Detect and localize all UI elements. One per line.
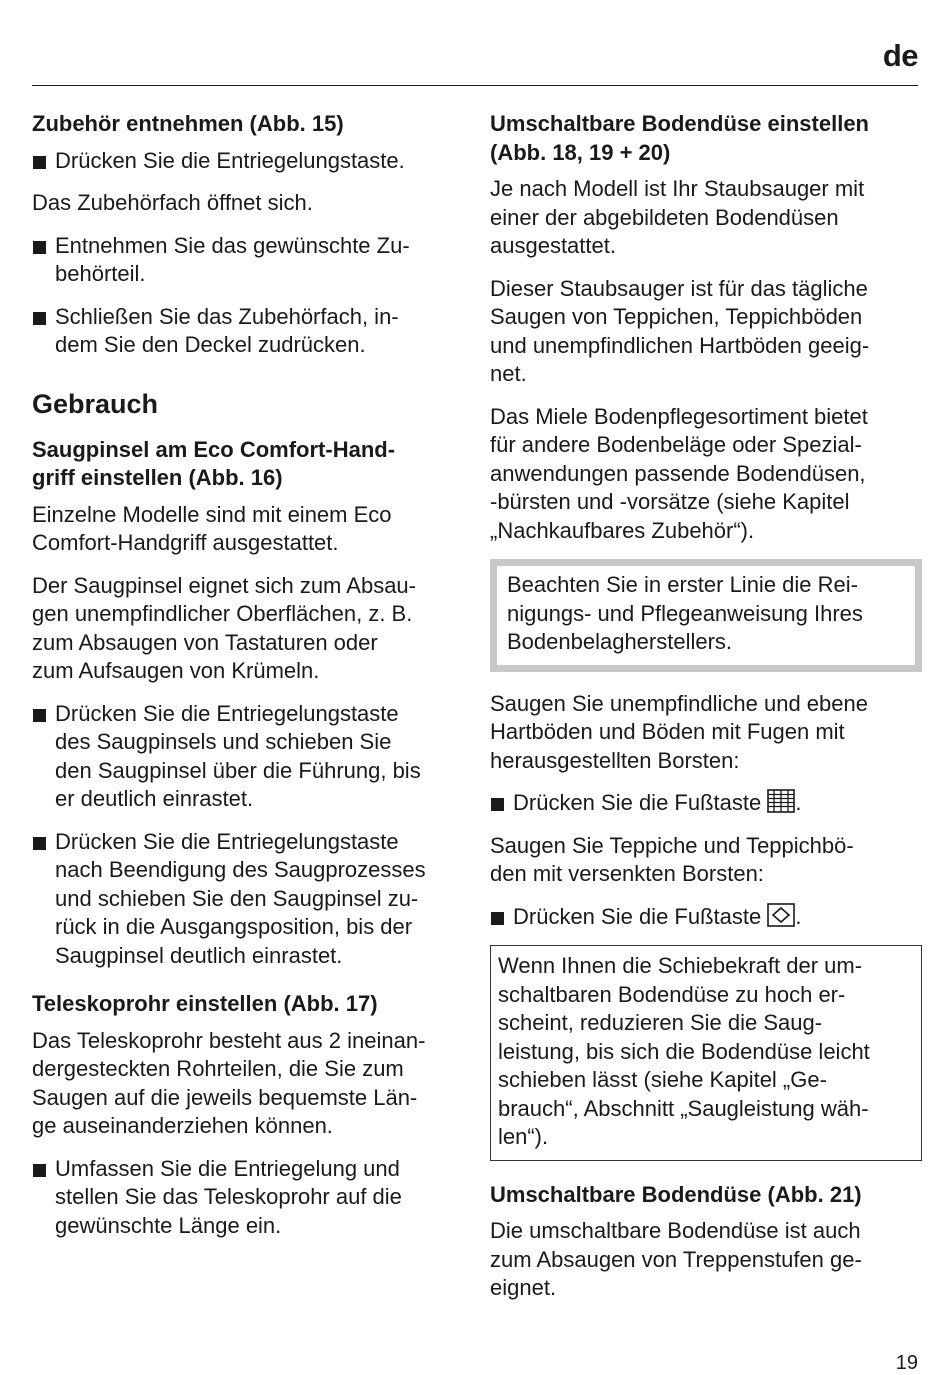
paragraph: Dieser Staubsauger ist für das tägliche Saugen von Teppichen, Teppichböden und unempfindlichen Hartböden geeig- net. xyxy=(490,275,870,386)
paragraph: Einzelne Modelle sind mit einem Eco Comfort-Handgriff ausgestattet. xyxy=(32,501,392,555)
bullet-text: Drücken Sie die Entriegelungstaste. xyxy=(55,147,405,173)
bullet-text: Umfassen Sie die Entriegelung und stellen Sie das Teleskoprohr auf die gewünschte Länge ein. xyxy=(55,1155,402,1238)
heading-teleskoprohr: Teleskoprohr einstellen (Abb. 17) xyxy=(32,991,378,1016)
paragraph: Das Zubehörfach öffnet sich. xyxy=(32,190,313,215)
heading-zubehoer: Zubehör entnehmen (Abb. 15) xyxy=(32,111,344,136)
bullet-item xyxy=(490,789,922,818)
paragraph: Saugen Sie unempfindliche und ebene Hartböden und Böden mit Fugen mit herausgestellten Borsten: xyxy=(490,690,868,773)
left-column xyxy=(32,110,468,1254)
bullet-item xyxy=(32,232,468,289)
paragraph: Saugen Sie Teppiche und Teppichbö- den mit versenkten Borsten: xyxy=(490,832,854,886)
language-label: de xyxy=(882,38,918,73)
bullet-text: Drücken Sie die Fußtaste xyxy=(513,790,762,815)
bristles-out-icon xyxy=(767,789,795,813)
bullet-square-icon xyxy=(33,837,46,850)
bristles-in-icon xyxy=(767,903,795,927)
header-rule xyxy=(32,85,918,86)
heading-gebrauch: Gebrauch xyxy=(32,388,159,419)
bullet-item xyxy=(32,1155,468,1241)
heading-saugpinsel: Saugpinsel am Eco Comfort-Hand- griff einstellen (Abb. 16) xyxy=(32,436,396,490)
paragraph: Das Miele Bodenpflegesortiment bietet für andere Bodenbeläge oder Spezial- anwendungen passende Bodendüsen, -bürsten und -vorsätze (siehe Kapitel „Nachkaufbares Zubehör“). xyxy=(490,403,868,543)
bullet-item xyxy=(32,700,468,814)
bullet-text: Drücken Sie die Fußtaste xyxy=(513,903,762,929)
bullet-item xyxy=(32,828,468,971)
page-number: 19 xyxy=(895,1352,918,1374)
bullet-square-icon xyxy=(491,912,504,925)
bullet-text: Entnehmen Sie das gewünschte Zu- behörteil. xyxy=(55,232,410,286)
paragraph: Das Teleskoprohr besteht aus 2 ineinan- dergesteckten Rohrteilen, die Sie zum Saugen auf die jeweils bequemste Län- ge auseinanderziehen können. xyxy=(32,1027,426,1138)
bullet-square-icon xyxy=(33,156,46,169)
bullet-square-icon xyxy=(33,1164,46,1177)
bullet-square-icon xyxy=(491,798,504,811)
note-box-outline: Wenn Ihnen die Schiebekraft der um- schaltbaren Bodendüse zu hoch er- scheint, reduzieren Sie die Saug- leistung, bis sich die Bodendüse leicht schieben lässt (siehe Kapitel „Ge- brauch“, Abschnitt „Saugleistung wäh- len“). xyxy=(490,945,922,1161)
paragraph: Der Saugpinsel eignet sich zum Absau- gen unempfindlicher Oberflächen, z. B. zum Absaugen von Tastaturen oder zum Aufsaugen von Krümeln. xyxy=(32,572,416,683)
bullet-square-icon xyxy=(33,241,46,254)
bullet-square-icon xyxy=(33,709,46,722)
bullet-item xyxy=(32,147,468,176)
bullet-square-icon xyxy=(33,312,46,325)
heading-umschaltbare-bodenduese-einstellen: Umschaltbare Bodendüse einstellen (Abb. 18, 19 + 20) xyxy=(490,111,869,165)
paragraph: Je nach Modell ist Ihr Staubsauger mit einer der abgebildeten Bodendüsen ausgestattet. xyxy=(490,176,865,258)
bullet-text: Drücken Sie die Entriegelungstaste des Saugpinsels und schieben Sie den Saugpinsel über die Führung, bis er deutlich einrastet. xyxy=(55,700,421,811)
bullet-text: Schließen Sie das Zubehörfach, in- dem Sie den Deckel zudrücken. xyxy=(55,303,399,357)
heading-umschaltbare-bodenduese: Umschaltbare Bodendüse (Abb. 21) xyxy=(490,1181,862,1207)
paragraph: Die umschaltbare Bodendüse ist auch zum Absaugen von Treppenstufen ge- eignet. xyxy=(490,1218,862,1300)
bullet-item xyxy=(32,303,468,360)
right-column xyxy=(490,110,922,1317)
bullet-text: Drücken Sie die Entriegelungstaste nach Beendigung des Saugprozesses und schieben Sie den Saugpinsel zu- rück in die Ausgangsposition, bis der Saugpinsel deutlich einrastet. xyxy=(55,828,426,968)
bullet-end: . xyxy=(795,903,802,929)
bullet-end: . xyxy=(795,790,802,815)
note-box-grey: Beachten Sie in erster Linie die Rei- nigungs- und Pflegeanweisung Ihres Bodenbelagherstellers. xyxy=(490,559,922,672)
bullet-item xyxy=(490,903,922,932)
